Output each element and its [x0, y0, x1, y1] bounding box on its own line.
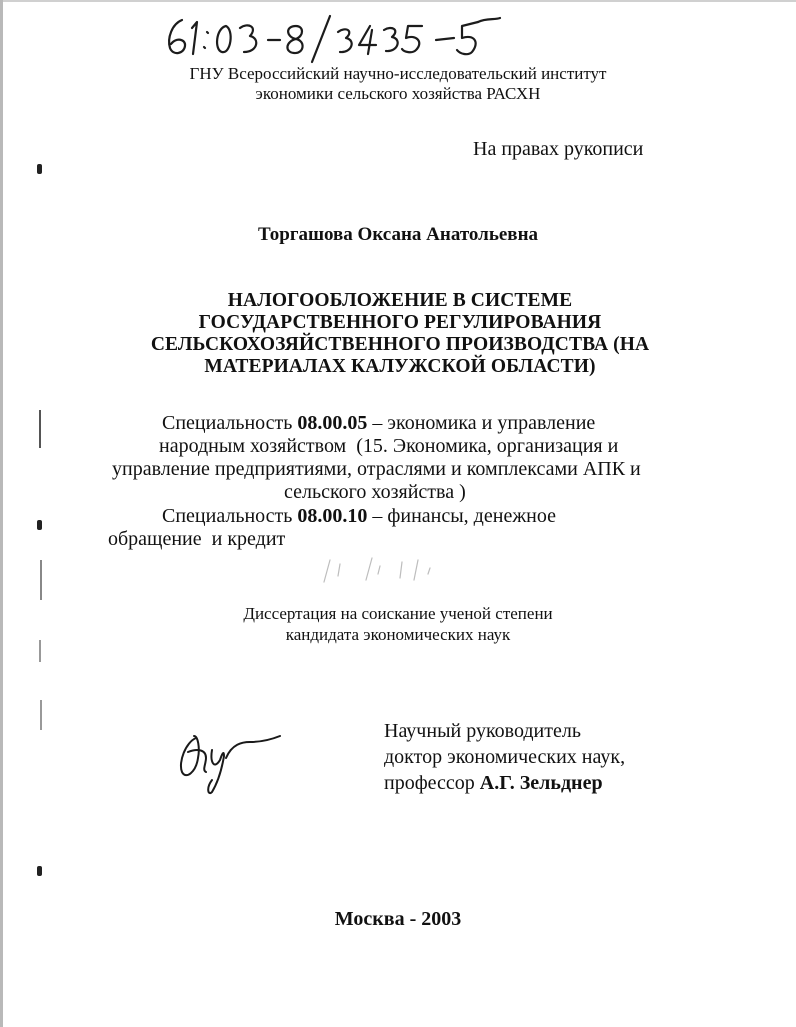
supervisor-line-1: Научный руководитель	[384, 720, 581, 742]
specialty-1-line-1	[162, 412, 595, 435]
institute-name	[0, 64, 796, 104]
specialty-2-prefix: Специальность	[162, 505, 293, 527]
dissertation-line-1: Диссертация на соискание ученой степени	[243, 604, 553, 623]
dissertation-note	[0, 603, 796, 645]
title-line-3: СЕЛЬСКОХОЗЯЙСТВЕННОГО ПРОИЗВОДСТВА (НА	[150, 334, 650, 355]
dissertation-title	[40, 290, 760, 378]
specialty-1-prefix: Специальность	[162, 412, 293, 434]
author-name: Торгашова Оксана Анатольевна	[257, 224, 539, 245]
specialty-2-description: – финансы, денежное	[372, 505, 556, 527]
city-and-year: Москва - 2003	[334, 908, 462, 930]
handwritten-archive-number	[0, 0, 796, 70]
supervisor-line-2: доктор экономических наук,	[384, 746, 626, 768]
specialty-2-code: 08.00.10	[297, 505, 368, 527]
manuscript-rights-note: На правах рукописи	[473, 138, 644, 160]
specialty-1-code: 08.00.05	[297, 412, 368, 434]
supervisor-title: профессор	[384, 772, 475, 794]
binding-hole-mark	[37, 164, 42, 174]
specialty-2-line-2: обращение и кредит	[108, 528, 286, 550]
title-line-1: НАЛОГООБЛОЖЕНИЕ В СИСТЕМЕ	[227, 290, 573, 311]
scientific-supervisor	[384, 718, 625, 796]
specialty-1-description: – экономика и управление	[372, 412, 596, 434]
dissertation-line-2: кандидата экономических наук	[285, 625, 511, 644]
binding-hole-mark	[37, 520, 42, 530]
title-line-2: ГОСУДАРСТВЕННОГО РЕГУЛИРОВАНИЯ	[198, 312, 602, 333]
specialty-1-line-2: народным хозяйством (15. Экономика, организация и	[159, 435, 619, 457]
specialty-1-line-4: сельского хозяйства )	[284, 481, 466, 503]
binding-hole-mark	[37, 866, 42, 876]
institute-line-2: экономики сельского хозяйства РАСХН	[255, 84, 541, 103]
supervisor-name: А.Г. Зельднер	[479, 772, 603, 794]
scan-noise	[0, 552, 796, 592]
supervisor-line-3	[384, 770, 625, 796]
title-line-4: МАТЕРИАЛАХ КАЛУЖСКОЙ ОБЛАСТИ)	[204, 356, 596, 377]
scan-border-left	[0, 0, 3, 1027]
specialty-1-line-3: управление предприятиями, отраслями и комплексами АПК и	[112, 458, 641, 480]
scan-margin-mark	[39, 410, 41, 448]
institute-line-1: ГНУ Всероссийский научно-исследовательский институт	[189, 64, 607, 83]
specialty-2-line-1	[162, 505, 556, 528]
